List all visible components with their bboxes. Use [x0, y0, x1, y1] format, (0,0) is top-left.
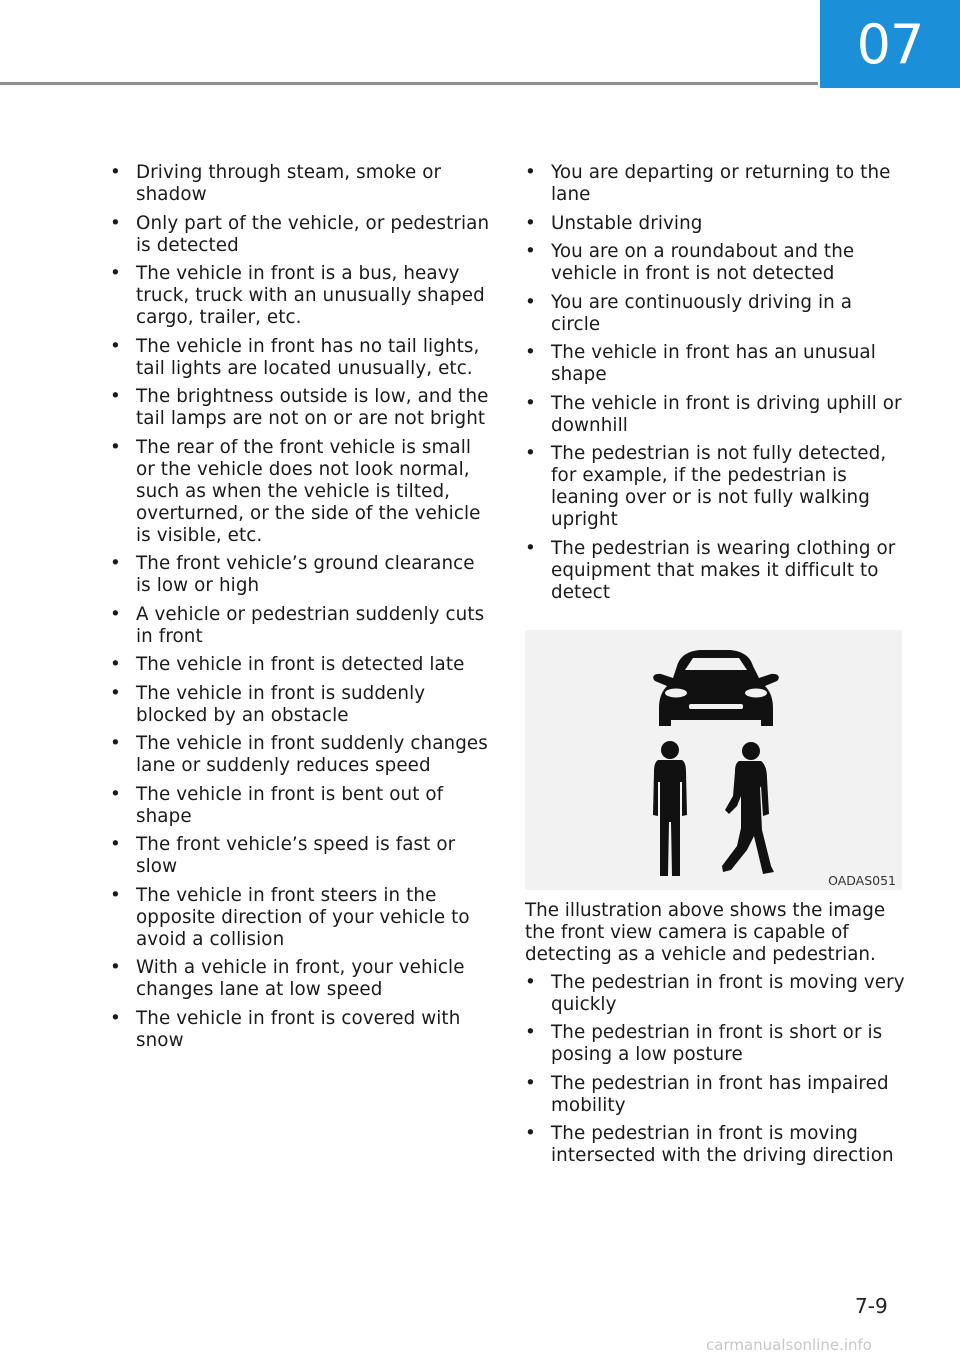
list-item-text: The vehicle in front steers in the opposite direction of your vehicle to avoid a collision	[136, 884, 470, 950]
bullet-icon: •	[110, 212, 121, 234]
list-item	[525, 443, 905, 531]
bullet-icon: •	[525, 1022, 536, 1043]
car-icon	[653, 650, 779, 726]
bullet-icon: •	[110, 884, 121, 906]
bullet-icon: •	[110, 654, 121, 675]
list-item	[110, 553, 490, 597]
watermark: carmanualsonline.info	[706, 1336, 872, 1354]
list-item-text: The vehicle in front is a bus, heavy truck, truck with an unusually shaped cargo, trailer, etc.	[136, 263, 485, 328]
list-item	[525, 292, 905, 336]
list-item	[110, 733, 490, 777]
figure-code: OADAS051	[828, 872, 896, 888]
list-item	[110, 213, 490, 257]
right-bullet-list-top	[525, 162, 905, 604]
right-column	[525, 162, 905, 1174]
bullet-icon: •	[110, 682, 121, 704]
list-item-text: You are continuously driving in a circle	[551, 291, 853, 335]
list-item	[110, 336, 490, 380]
list-item-text: The vehicle in front is driving uphill or downhill	[551, 392, 902, 436]
left-column	[110, 162, 490, 1058]
list-item	[110, 263, 490, 329]
list-item	[110, 957, 490, 1001]
list-item-text: The rear of the front vehicle is small or the vehicle does not look normal, such as when the vehicle is tilted, overturned, or the side of the vehicle is visible, etc.	[136, 436, 481, 546]
list-item-text: Only part of the vehicle, or pedestrian is detected	[136, 212, 490, 256]
bullet-icon: •	[110, 957, 121, 978]
list-item-text: The vehicle in front has an unusual shape	[551, 342, 876, 385]
list-item-text: The pedestrian in front has impaired mobility	[551, 1072, 889, 1116]
left-bullet-list	[110, 162, 490, 1052]
bullet-icon: •	[110, 1007, 121, 1029]
bullet-icon: •	[110, 603, 121, 625]
list-item	[525, 213, 905, 235]
bullet-icon: •	[110, 386, 121, 407]
list-item	[110, 437, 490, 547]
list-item	[110, 885, 490, 951]
list-item	[110, 604, 490, 648]
list-item	[525, 342, 905, 386]
list-item-text: The vehicle in front has no tail lights, tail lights are located unusually, etc.	[136, 335, 480, 379]
list-item	[110, 784, 490, 828]
list-item-text: The vehicle in front is bent out of shape	[136, 783, 444, 827]
list-item-text: The vehicle in front is suddenly blocked by an obstacle	[136, 682, 426, 726]
list-item-text: The vehicle in front suddenly changes lane or suddenly reduces speed	[136, 733, 488, 776]
bullet-icon: •	[110, 553, 121, 574]
bullet-icon: •	[525, 212, 536, 234]
list-item	[110, 834, 490, 878]
bullet-icon: •	[525, 162, 536, 183]
chapter-tab: 07	[820, 0, 960, 88]
standing-pedestrian-icon	[653, 741, 687, 876]
list-item-text: The front vehicle’s ground clearance is low or high	[136, 553, 475, 596]
header-rule	[0, 82, 818, 85]
bullet-icon: •	[110, 335, 121, 357]
bullet-icon: •	[110, 834, 121, 855]
bullet-icon: •	[110, 162, 121, 183]
page-number: 7-9	[855, 1294, 888, 1318]
list-item	[110, 1008, 490, 1052]
list-item	[110, 162, 490, 206]
list-item-text: The pedestrian in front is moving intersected with the driving direction	[551, 1123, 894, 1166]
walking-pedestrian-icon	[722, 742, 774, 874]
bullet-icon: •	[525, 342, 536, 363]
list-item	[525, 393, 905, 437]
list-item-text: The pedestrian is wearing clothing or equipment that makes it difficult to detect	[551, 537, 896, 603]
bullet-icon: •	[525, 971, 536, 993]
detection-illustration	[525, 630, 902, 890]
list-item	[525, 538, 905, 604]
bullet-icon: •	[525, 537, 536, 559]
figure-caption: The illustration above shows the image the front view camera is capable of detecting as a vehicle and pedestrian.	[525, 899, 886, 965]
list-item	[525, 1022, 905, 1066]
list-item-text: The brightness outside is low, and the tail lamps are not on or are not bright	[136, 386, 489, 429]
bullet-icon: •	[525, 392, 536, 414]
bullet-icon: •	[110, 263, 121, 284]
list-item-text: You are on a roundabout and the vehicle in front is not detected	[551, 241, 855, 284]
bullet-icon: •	[110, 436, 121, 458]
bullet-icon: •	[525, 241, 536, 262]
bullet-icon: •	[525, 443, 536, 464]
bullet-icon: •	[525, 1072, 536, 1094]
list-item	[525, 972, 905, 1016]
bullet-icon: •	[525, 291, 536, 313]
bullet-icon: •	[110, 733, 121, 754]
list-item-text: The vehicle in front is detected late	[136, 654, 465, 675]
list-item-text: With a vehicle in front, your vehicle changes lane at low speed	[136, 957, 465, 1000]
bullet-icon: •	[525, 1123, 536, 1144]
list-item	[525, 1073, 905, 1117]
list-item-text: Driving through steam, smoke or shadow	[136, 162, 442, 205]
list-item	[110, 654, 490, 676]
list-item-text: The pedestrian is not fully detected, for example, if the pedestrian is leaning over or is not fully walking upright	[551, 443, 887, 530]
list-item	[110, 683, 490, 727]
list-item-text: You are departing or returning to the lane	[551, 162, 891, 205]
right-bullet-list-bottom	[525, 972, 905, 1168]
list-item	[525, 1123, 905, 1167]
list-item-text: The pedestrian in front is short or is posing a low posture	[551, 1022, 883, 1065]
list-item	[525, 162, 905, 206]
list-item	[525, 241, 905, 285]
list-item-text: The front vehicle’s speed is fast or slow	[136, 834, 456, 877]
list-item-text: The vehicle in front is covered with snow	[136, 1007, 461, 1051]
list-item-text: Unstable driving	[551, 212, 703, 234]
list-item-text: The pedestrian in front is moving very quickly	[551, 971, 905, 1015]
list-item-text: A vehicle or pedestrian suddenly cuts in front	[136, 603, 485, 647]
list-item	[110, 386, 490, 430]
bullet-icon: •	[110, 783, 121, 805]
